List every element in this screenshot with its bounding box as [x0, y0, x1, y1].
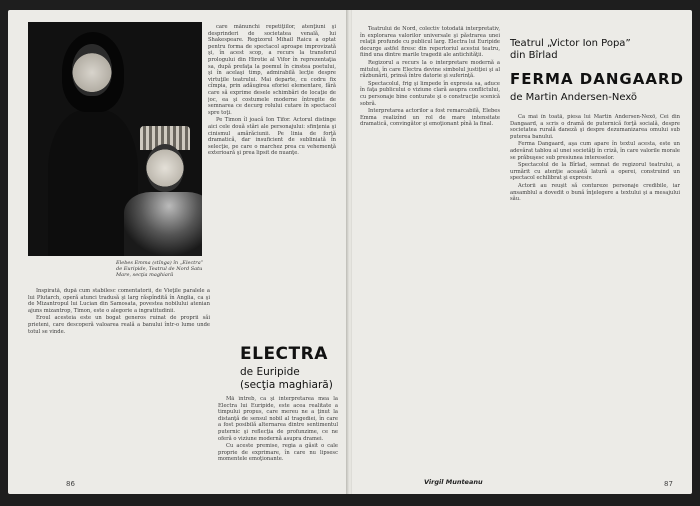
paragraph: Mă întreb, ca şi interpretarea mea la Electra lui Euripide, este acea realitate a timpului propus, care mereu ne a ţinut la distanţă de sensul nobil al tragediei, în care a fost posibilă alternarea dintre sentimentul puternic şi reflecţia de profunzime, ce ne oferă o viziune modernă asupra dramei. — [218, 396, 338, 442]
play-title: FERMA DANGAARD — [510, 70, 684, 88]
paragraph: care mănunchi repetiţiilor, atenţiuni şi desprinderi de societatea venală, lui Shakespeare. Regizorul Mihail Raicu a optat pentru forma de spectacol aproape improvizată şi, în acest scop, a recurs la transferul prologului din Hirotie al Vifor în reprezentaţia sa, după prefaţa la poemul în cinstea poetului, şi în acelaşi timp, admirabilă lecţie despre virtuţile teatrului. Mai departe, cu codru fix cîmpia, prin adăugirea eforiei elementare, fără care să exprime desele schimbări de locaţie de joc, ea şi costumele moderne întregite de semnarea ce decurg rolului cutare în spectacol spre toţi. — [208, 24, 336, 116]
paragraph: Inspirată, după cum stabilesc comentatorii, de Vieţile paralele a lui Plutarch, operă atunci tradusă şi larg răspîndită în Anglia, ca şi de Mizantropul lui Lucian din Samosata, povestea nobilului atenian ajuns mizantrop, Timon, este o alegorie a ingratitudinii. — [28, 288, 210, 314]
page-number: 87 — [664, 480, 673, 488]
article-column-left — [360, 26, 500, 470]
paragraph: Actorii au reuşit să contureze personaje credibile, iar ansamblul a dovedit o bună înţelegere a textului şi a mesajului său. — [510, 182, 680, 203]
paragraph: Interpretarea actorilor a fost remarcabilă, Elebes Emma realizînd un rol de mare intensitate dramatică, convingător şi emoţionant pînă la final. — [360, 108, 500, 128]
article-column-bottom-left — [28, 288, 210, 474]
author-signature: Virgil Munteanu — [424, 478, 483, 486]
subtitle-section: (secţia maghiară) — [240, 379, 333, 391]
paragraph: Spectacolul, frig şi limpede în expresia sa, aduce în faţa publicului o viziune clară asupra conflictului, cu personaje bine conturate şi o construcţie scenică sobră. — [360, 80, 500, 107]
paragraph: Ferma Dangaard, aşa cum apare în textul acesta, este un adevărat tablou al unei societăţi în criză, în care valorile morale se prăbuşesc sub presiunea intereselor. — [510, 141, 680, 161]
theater-heading — [510, 38, 680, 62]
paragraph: Spectacolul de la Bîrlad, semnat de regizorul teatrului, a urmărit cu atenţie această latură a operei, construind un spectacol echilibrat şi expresiv. — [510, 162, 680, 182]
page-number: 86 — [66, 480, 75, 488]
article-subtitle — [240, 366, 333, 392]
second-actress-robe — [124, 192, 202, 256]
article-title: ELECTRA — [240, 344, 328, 364]
paragraph: Eroul acesteia este un bogat generos ruinat de proprii săi prieteni, care descoperă valoarea reală a banului într-o lume unde totul se vinde. — [28, 315, 210, 335]
actress-face — [72, 44, 112, 96]
paragraph: Regizorul a recurs la o interpretare modernă a mitului, în care Electra devine simbolul justiţiei şi al răzbunării, prinsă între datorie şi suferinţă. — [360, 59, 500, 80]
production-photo — [28, 22, 202, 256]
theater-name: Teatrul „Victor Ion Popa” — [510, 38, 631, 49]
subtitle-author: de Euripide — [240, 366, 300, 378]
left-page — [8, 10, 348, 494]
photo-caption: Elebes Emma (stînga) în „Electra” de Euripide, Teatrul de Nord Satu Mare, secţia maghiară — [116, 260, 204, 278]
paragraph: Ca mai în toată, piesa lui Martin Andersen-Nexö, Cei din Dangaard, a scris o dramă de puternică forţă socială, despre societatea rurală daneză şi despre dezumanizarea omului sub puterea banului. — [510, 114, 680, 140]
article-column-bottom-right — [218, 396, 338, 478]
theater-city: din Bîrlad — [510, 50, 558, 61]
article-column-right — [510, 114, 680, 474]
play-author: de Martin Andersen-Nexö — [510, 92, 638, 103]
second-actress-face — [146, 144, 184, 192]
paragraph: Cu aceste premise, regia a găsit o cale proprie de exprimare, în care nu lipsesc momentele emoţionante. — [218, 443, 338, 463]
paragraph: Teatrului de Nord, colectiv totodată interpretativ, în explorarea valorilor universale şi păstrarea unei relaţii profunde cu publicul larg. Electra lui Euripide decurge astfel firesc din repertoriul acestui teatru, fiind una dintre marile tragedii ale antichităţii. — [360, 26, 500, 59]
paragraph: Pe Timon îl joacă Ion Tifor. Actorul distinge aici cele două stări ale personajului: sfinţenia şi cinismul amărăciunii. Pe linia de forţă dramatică, dar insuficient de subliniată în selecţie, pe care o marchez prea cu vehemenţă exterioară şi prea lipsit de nuanţe. — [208, 117, 336, 157]
right-page — [352, 10, 692, 494]
article-column-top-right — [208, 24, 336, 336]
